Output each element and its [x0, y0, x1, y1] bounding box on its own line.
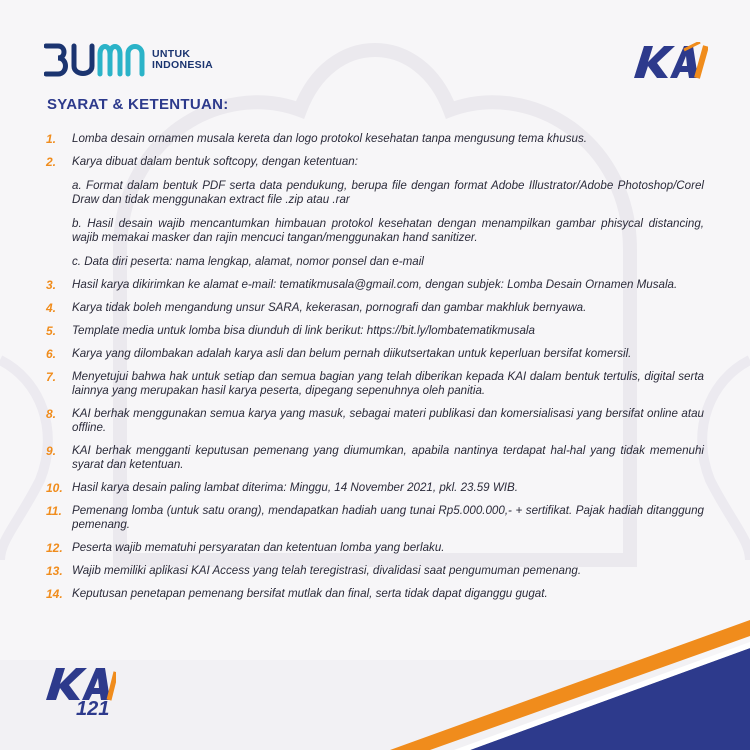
bumn-logo	[44, 40, 213, 80]
term-number: 6.	[46, 347, 57, 361]
term-text: Karya dibuat dalam bentuk softcopy, dengan ketentuan:	[72, 155, 358, 168]
bumn-tagline	[152, 49, 213, 71]
bumn-tagline-line1: UNTUK	[152, 48, 191, 60]
term-text: Keputusan penetapan pemenang bersifat mutlak dan final, serta tidak dapat diganggu gugat.	[72, 587, 548, 600]
term-item-10	[46, 481, 704, 495]
term-text: Karya yang dilombakan adalah karya asli dan belum pernah diikutsertakan untuk keperluan bersifat komersil.	[72, 347, 632, 360]
kai-logo	[626, 42, 708, 82]
term-subitem-b: b. Hasil desain wajib mencantumkan himbauan protokol kesehatan dengan menampilkan gambar phisycal distancing, wajib memakai masker dan rajin mencuci tangan/menggunakan hand sanitizer.	[72, 217, 704, 244]
term-item-12	[46, 541, 704, 555]
term-text: Hasil karya desain paling lambat diterima: Minggu, 14 November 2021, pkl. 23.59 WIB.	[72, 481, 518, 494]
term-item-8	[46, 407, 704, 435]
term-text: Wajib memiliki aplikasi KAI Access yang telah teregistrasi, divalidasi saat pengumuman pemenang.	[72, 564, 582, 577]
term-text: KAI berhak mengganti keputusan pemenang yang diumumkan, apabila nantinya terdapat hal-hal yang tidak memenuhi syarat dan ketentuan.	[72, 444, 704, 471]
term-number: 12.	[46, 541, 63, 555]
term-item-6	[46, 347, 704, 361]
term-number: 8.	[46, 407, 57, 421]
term-text: KAI berhak menggunakan semua karya yang masuk, sebagai materi publikasi dan komersialisasi yang bersifat online atau offline.	[72, 407, 704, 434]
term-number: 11.	[46, 504, 62, 518]
term-number: 4.	[46, 301, 57, 315]
term-item-7	[46, 370, 704, 398]
term-number: 9.	[46, 444, 57, 458]
kai-121-number: 121	[76, 698, 110, 720]
kai-121-logo	[40, 664, 116, 720]
term-text: Template media untuk lomba bisa diunduh di link berikut: https://bit.ly/lombatematikmusala	[72, 324, 535, 337]
term-item-9	[46, 444, 704, 472]
bumn-tagline-line2: INDONESIA	[152, 59, 214, 71]
term-item-5	[46, 324, 704, 338]
term-text: Peserta wajib mematuhi persyaratan dan ketentuan lomba yang berlaku.	[72, 541, 445, 554]
term-item-4	[46, 301, 704, 315]
term-number: 14.	[46, 587, 63, 601]
term-text: Pemenang lomba (untuk satu orang), mendapatkan hadiah uang tunai Rp5.000.000,- + sertifikat. Pajak hadiah ditanggung pemenang.	[72, 504, 704, 531]
term-item-11	[46, 504, 704, 532]
term-subitem-a: a. Format dalam bentuk PDF serta data pendukung, berupa file dengan format Adobe Illustrator/Adobe Photoshop/Corel Draw dan tidak menggunakan extract file .zip atau .rar	[72, 179, 704, 206]
term-item-14	[46, 587, 704, 601]
term-item-13	[46, 564, 704, 578]
page-title: SYARAT & KETENTUAN:	[47, 96, 229, 113]
term-item-3	[46, 278, 704, 292]
term-number: 5.	[46, 324, 57, 338]
term-text: Menyetujui bahwa hak untuk setiap dan semua bagian yang telah diberikan kepada KAI dalam bentuk tertulis, digital serta lainnya yang merupakan hasil karya peserta, dipegang sepenuhnya oleh panitia.	[72, 370, 704, 397]
term-number: 3.	[46, 278, 57, 292]
term-number: 13.	[46, 564, 63, 578]
term-subitem-c: c. Data diri peserta: nama lengkap, alamat, nomor ponsel dan e-mail	[72, 255, 424, 268]
term-number: 7.	[46, 370, 57, 384]
term-number: 2.	[46, 155, 57, 169]
term-text: Hasil karya dikirimkan ke alamat e-mail: tematikmusala@gmail.com, dengan subjek: Lomba Desain Ornamen Musala.	[72, 278, 678, 291]
term-text: Karya tidak boleh mengandung unsur SARA, kekerasan, pornografi dan gambar makhluk bernyawa.	[72, 301, 587, 314]
term-item-1	[46, 132, 704, 146]
term-number: 1.	[46, 132, 57, 146]
term-item-2	[46, 155, 704, 269]
bumn-wordmark-icon	[44, 42, 146, 78]
footer-stripes	[390, 620, 750, 750]
term-text: Lomba desain ornamen musala kereta dan logo protokol kesehatan tanpa mengusung tema khusus.	[72, 132, 587, 145]
terms-list	[46, 132, 704, 610]
term-number: 10.	[46, 481, 63, 495]
